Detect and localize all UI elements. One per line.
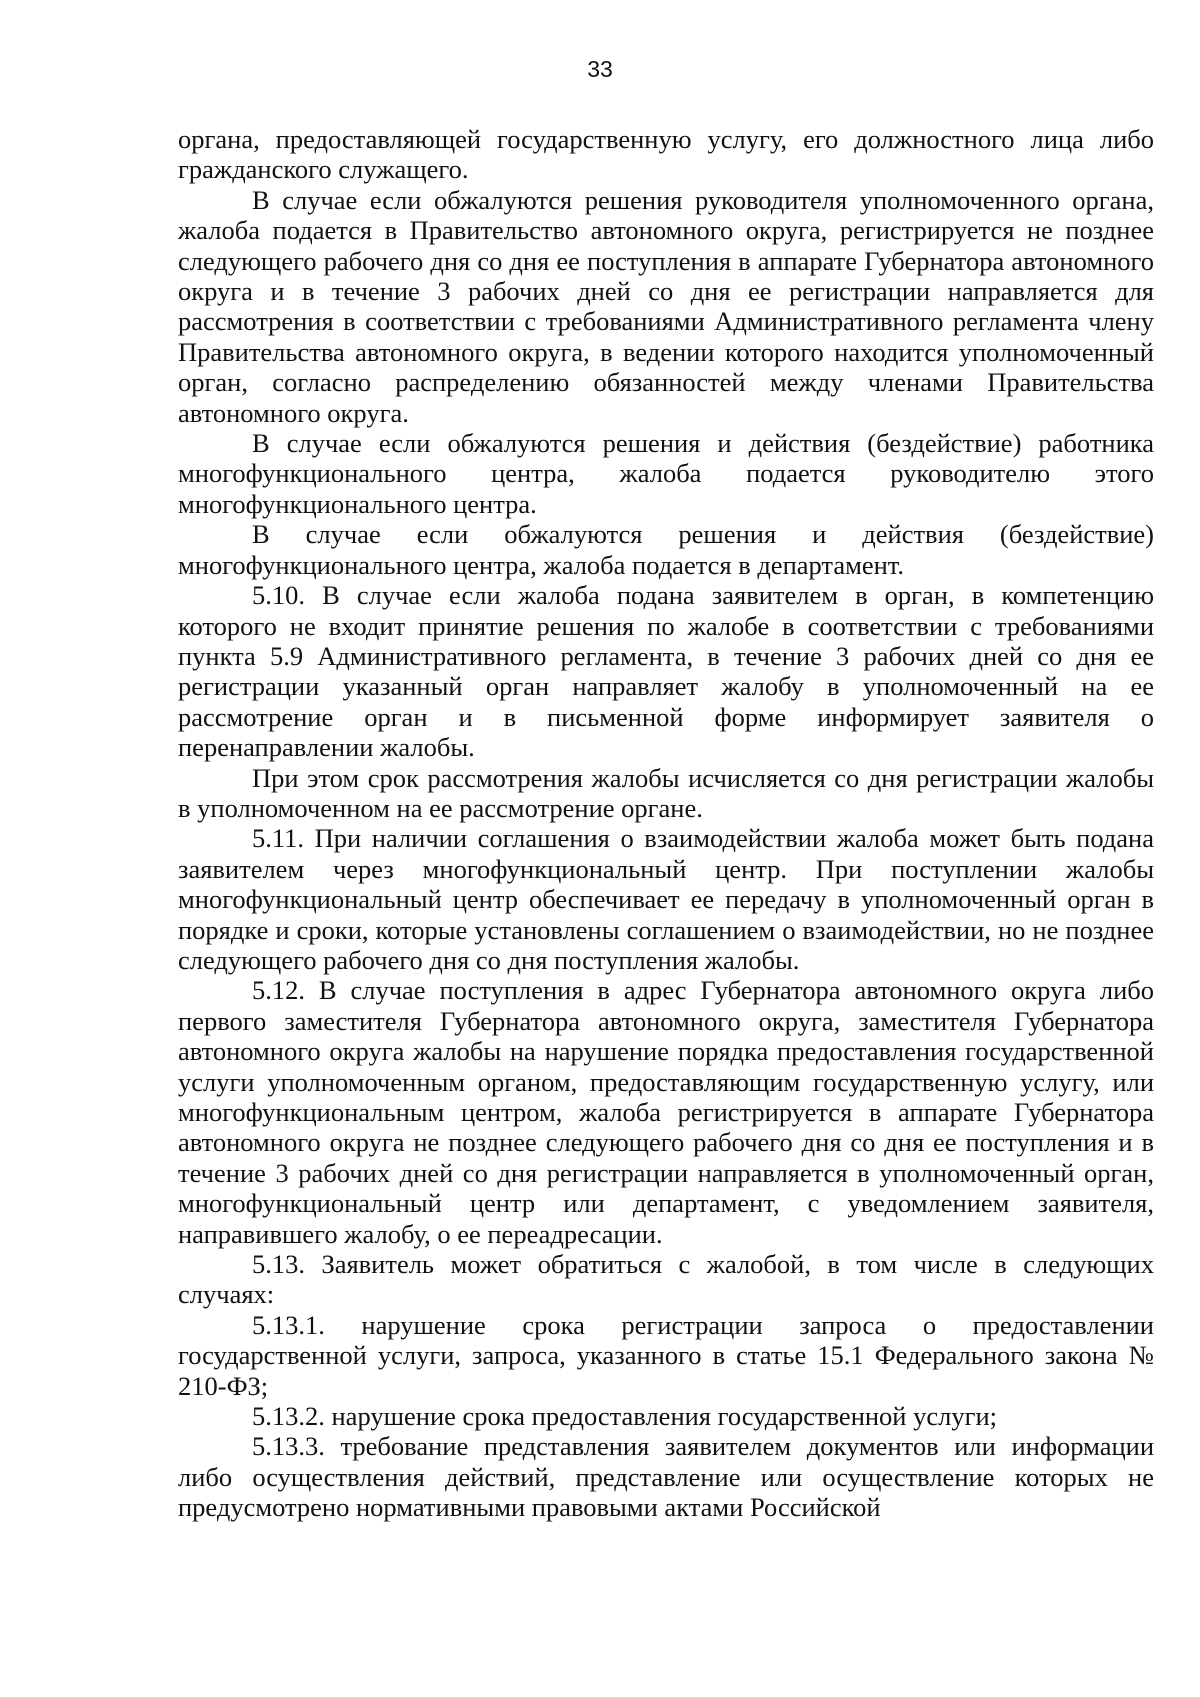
paragraph-5-13-3: 5.13.3. требование представления заявителем документов или информации либо осуществления действий, представление или осуществление которых не предусмотрено нормативными правовыми актами Российской (178, 1431, 1154, 1523)
paragraph-5-13-2: 5.13.2. нарушение срока предоставления государственной услуги; (252, 1401, 998, 1432)
document-body (178, 124, 1154, 1523)
paragraph: В случае если обжалуются решения и действия (бездействие) работника многофункционального центра, жалоба подается руководителю этого многофункционального центра. (178, 428, 1154, 519)
page-number: 33 (587, 56, 613, 82)
paragraph-5-11: 5.11. При наличии соглашения о взаимодействии жалоба может быть подана заявителем через многофункциональный центр. При поступлении жалобы многофункциональный центр обеспечивает ее передачу в уполномоченный орган в порядке и сроки, которые установлены соглашением о взаимодействии, но не позднее следующего рабочего дня со дня поступления жалобы. (178, 823, 1154, 975)
paragraph: В случае если обжалуются решения руководителя уполномоченного органа, жалоба подается в Правительство автономного округа, регистрируется не позднее следующего рабочего дня со дня ее поступления в аппарате Губернатора автономного округа и в течение 3 рабочих дней со дня ее регистрации направляется для рассмотрения в соответствии с требованиями Административного регламента члену Правительства автономного округа, в ведении которого находится уполномоченный орган, согласно распределению обязанностей между членами Правительства автономного округа. (178, 184, 1154, 428)
paragraph-5-13-1: 5.13.1. нарушение срока регистрации запроса о предоставлении государственной услуги, запроса, указанного в статье 15.1 Федерального закона № 210-ФЗ; (178, 1309, 1154, 1401)
paragraph-continuation: органа, предоставляющей государственную услугу, его должностного лица либо гражданского служащего. (178, 124, 1154, 185)
paragraph-5-10: 5.10. В случае если жалоба подана заявителем в орган, в компетенцию которого не входит принятие решения по жалобе в соответствии с требованиями пункта 5.9 Административного регламента, в течение 3 рабочих дней со дня ее регистрации указанный орган направляет жалобу в уполномоченный на ее рассмотрение орган и в письменной форме информирует заявителя о перенаправлении жалобы. (178, 580, 1154, 763)
paragraph-5-12: 5.12. В случае поступления в адрес Губернатора автономного округа либо первого заместителя Губернатора автономного округа, заместителя Губернатора автономного округа жалобы на нарушение порядка предоставления государственной услуги уполномоченным органом, предоставляющим государственную услугу, или многофункциональным центром, жалоба регистрируется в аппарате Губернатора автономного округа не позднее следующего рабочего дня со дня ее поступления и в течение 3 рабочих дней со дня регистрации направляется в уполномоченный орган, многофункциональный центр или департамент, с уведомлением заявителя, направившего жалобу, о ее переадресации. (178, 975, 1154, 1249)
paragraph-5-13: 5.13. Заявитель может обратиться с жалобой, в том числе в следующих случаях: (178, 1249, 1154, 1310)
paragraph: При этом срок рассмотрения жалобы исчисляется со дня регистрации жалобы в уполномоченном на ее рассмотрение органе. (178, 762, 1154, 823)
paragraph: В случае если обжалуются решения и действия (бездействие) многофункционального центра, жалоба подается в департамент. (178, 519, 1154, 580)
